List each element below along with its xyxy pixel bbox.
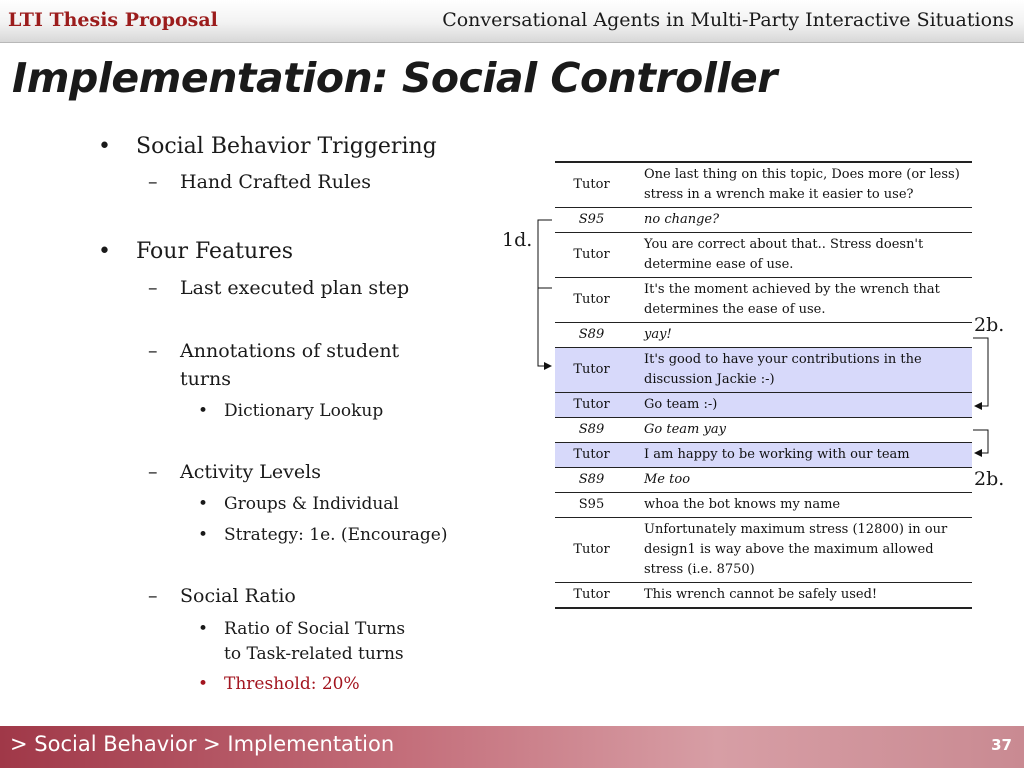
speaker-cell: S89 [578, 472, 605, 487]
outline-text: Threshold: 20% [224, 674, 360, 694]
utterance-cell: It's good to have your contributions in the discussion Jackie :-) [634, 348, 972, 393]
bullet-marker: – [148, 340, 158, 362]
annotation-1d-label: 1d. [502, 229, 533, 251]
bullet-marker: • [98, 239, 111, 264]
annotation-2b-bottom-label: 2b. [974, 468, 1005, 490]
utterance-cell: Unfortunately maximum stress (12800) in our design1 is way above the maximum allowed stress (i.e. 8750) [644, 522, 948, 577]
speaker-cell: Tutor [573, 177, 610, 192]
utterance-cell: This wrench cannot be safely used! [644, 587, 878, 602]
outline-text: Social Behavior Triggering [136, 134, 437, 159]
speaker-cell: Tutor [573, 247, 610, 262]
outline-text: Groups & Individual [224, 494, 399, 514]
bullet-marker: • [198, 525, 209, 545]
utterance-cell: One last thing on this topic, Does more (or less) stress in a wrench make it easier to use? [644, 167, 960, 202]
slide-title: Implementation: Social Controller [12, 54, 777, 102]
bullet-marker: – [148, 277, 158, 299]
utterance-cell: Go team :-) [634, 393, 972, 418]
utterance-cell: I am happy to be working with our team [634, 443, 972, 468]
utterance-cell: Go team yay [644, 422, 726, 437]
outline-text: Dictionary Lookup [224, 401, 384, 421]
speaker-cell: Tutor [573, 292, 610, 307]
page-number: 37 [991, 736, 1012, 754]
utterance-cell: It's the moment achieved by the wrench that determines the ease of use. [644, 282, 940, 317]
bullet-marker: – [148, 171, 158, 193]
outline-text: turns [180, 368, 231, 390]
outline-text: Strategy: 1e. (Encourage) [224, 525, 448, 545]
speaker-cell: S95 [578, 497, 605, 512]
bullet-marker: • [198, 619, 209, 639]
speaker-cell: S89 [578, 422, 605, 437]
utterance-cell: Me too [644, 472, 691, 487]
utterance-cell: You are correct about that.. Stress doesn't determine ease of use. [644, 237, 924, 272]
outline-text: Annotations of student [180, 340, 400, 362]
outline-text: Hand Crafted Rules [180, 171, 372, 193]
presentation-title: LTI Thesis Proposal [8, 9, 218, 31]
outline-text: Last executed plan step [180, 277, 410, 299]
footer-bar [0, 726, 1024, 768]
annotation-2b-top-label: 2b. [974, 314, 1005, 336]
talk-title: Conversational Agents in Multi-Party Interactive Situations [442, 9, 1014, 31]
speaker-cell: Tutor [573, 542, 610, 557]
speaker-cell: S95 [578, 212, 605, 227]
bracket-2b-bottom [973, 430, 988, 453]
bullet-marker: • [98, 134, 111, 159]
bracket-1d [538, 220, 552, 366]
outline-text: Ratio of Social Turns [224, 619, 406, 639]
outline-text: Activity Levels [180, 461, 321, 483]
utterance-cell: whoa the bot knows my name [644, 497, 841, 512]
speaker-cell: Tutor [555, 393, 634, 418]
utterance-cell: no change? [644, 212, 720, 227]
bracket-2b-top [973, 338, 988, 406]
speaker-cell: Tutor [555, 348, 634, 393]
bullet-marker: • [198, 674, 209, 694]
bullet-marker: – [148, 585, 158, 607]
speaker-cell: Tutor [573, 587, 610, 602]
bullet-marker: – [148, 461, 158, 483]
speaker-cell: Tutor [555, 443, 634, 468]
outline-text: Four Features [136, 239, 294, 264]
bullet-marker: • [198, 401, 209, 421]
speaker-cell: S89 [578, 327, 605, 342]
outline-text: to Task-related turns [224, 644, 404, 664]
breadcrumb: > Social Behavior > Implementation [10, 732, 395, 756]
outline-text: Social Ratio [180, 585, 296, 607]
utterance-cell: yay! [644, 327, 672, 342]
bullet-marker: • [198, 494, 209, 514]
